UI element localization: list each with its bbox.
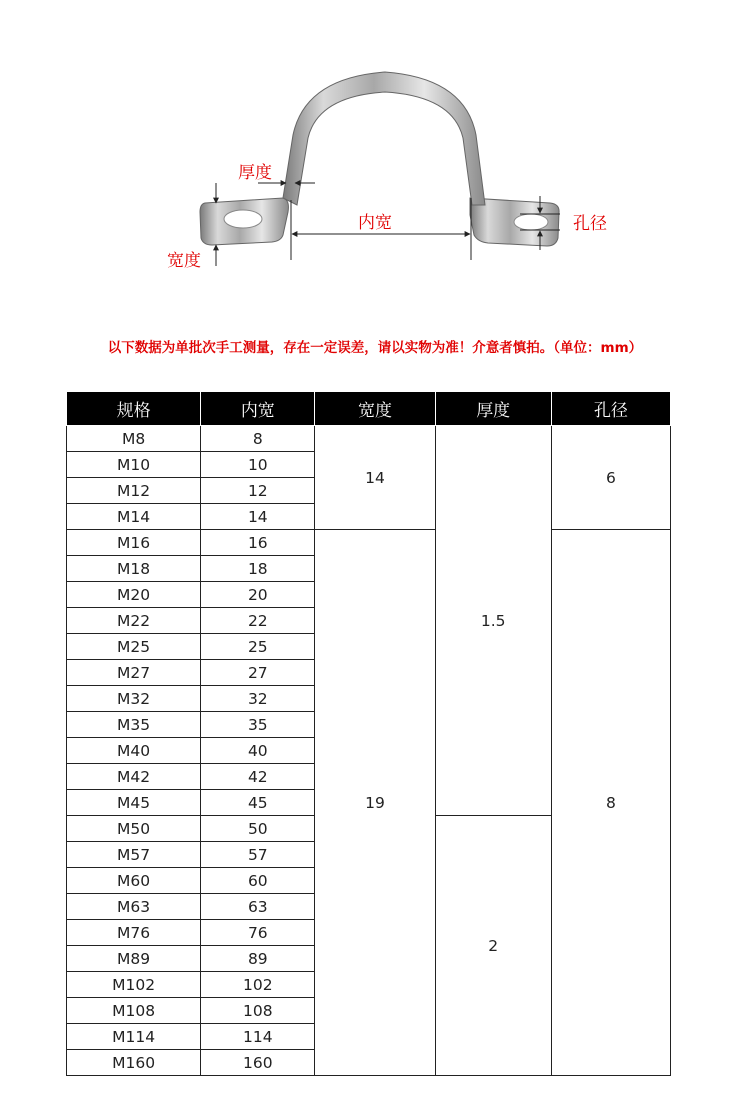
inner-width-cell: 25	[201, 634, 315, 660]
thickness-cell: 1.5	[435, 426, 551, 816]
spec-cell: M20	[67, 582, 201, 608]
spec-cell: M114	[67, 1024, 201, 1050]
spec-table-body	[67, 426, 671, 1076]
spec-cell: M50	[67, 816, 201, 842]
spec-cell: M108	[67, 998, 201, 1024]
inner-width-cell: 42	[201, 764, 315, 790]
inner-width-label: 内宽	[358, 213, 392, 233]
thickness-cell: 2	[435, 816, 551, 1076]
spec-cell: M45	[67, 790, 201, 816]
spec-cell: M18	[67, 556, 201, 582]
spec-cell: M60	[67, 868, 201, 894]
spec-cell: M27	[67, 660, 201, 686]
inner-width-cell: 114	[201, 1024, 315, 1050]
inner-width-cell: 18	[201, 556, 315, 582]
spec-cell: M10	[67, 452, 201, 478]
header-inner-width: 内宽	[201, 392, 315, 426]
spec-cell: M42	[67, 764, 201, 790]
spec-cell: M8	[67, 426, 201, 452]
thickness-label: 厚度	[238, 163, 272, 183]
spec-cell: M102	[67, 972, 201, 998]
inner-width-cell: 89	[201, 946, 315, 972]
inner-width-cell: 76	[201, 920, 315, 946]
spec-cell: M14	[67, 504, 201, 530]
table-row	[67, 426, 671, 452]
spec-cell: M16	[67, 530, 201, 556]
inner-width-cell: 12	[201, 478, 315, 504]
inner-width-cell: 27	[201, 660, 315, 686]
inner-width-cell: 16	[201, 530, 315, 556]
inner-width-cell: 160	[201, 1050, 315, 1076]
header-hole-diameter: 孔径	[551, 392, 670, 426]
width-cell: 14	[315, 426, 435, 530]
spec-cell: M57	[67, 842, 201, 868]
inner-width-cell: 60	[201, 868, 315, 894]
spec-cell: M160	[67, 1050, 201, 1076]
spec-cell: M63	[67, 894, 201, 920]
inner-width-cell: 57	[201, 842, 315, 868]
spec-cell: M22	[67, 608, 201, 634]
spec-cell: M32	[67, 686, 201, 712]
inner-width-cell: 63	[201, 894, 315, 920]
table-row	[67, 530, 671, 556]
inner-width-cell: 32	[201, 686, 315, 712]
table-header-row	[67, 392, 671, 426]
spec-cell: M12	[67, 478, 201, 504]
inner-width-cell: 14	[201, 504, 315, 530]
inner-width-cell: 22	[201, 608, 315, 634]
inner-width-cell: 10	[201, 452, 315, 478]
hole-label: 孔径	[573, 214, 607, 234]
inner-width-cell: 45	[201, 790, 315, 816]
inner-width-cell: 35	[201, 712, 315, 738]
header-thickness: 厚度	[435, 392, 551, 426]
spec-cell: M25	[67, 634, 201, 660]
hole-diameter-cell: 8	[551, 530, 670, 1076]
inner-width-cell: 50	[201, 816, 315, 842]
inner-width-cell: 40	[201, 738, 315, 764]
inner-width-cell: 20	[201, 582, 315, 608]
inner-width-cell: 102	[201, 972, 315, 998]
width-label: 宽度	[167, 251, 201, 271]
spec-cell: M35	[67, 712, 201, 738]
inner-width-cell: 8	[201, 426, 315, 452]
inner-width-cell: 108	[201, 998, 315, 1024]
measurement-notice: 以下数据为单批次手工测量，存在一定误差，请以实物为准！介意者慎拍。（单位：mm）	[107, 340, 643, 356]
hole-diameter-cell: 6	[551, 426, 670, 530]
header-width: 宽度	[315, 392, 435, 426]
width-cell: 19	[315, 530, 435, 1076]
spec-cell: M76	[67, 920, 201, 946]
clamp-diagram	[0, 0, 750, 310]
spec-cell: M40	[67, 738, 201, 764]
spec-cell: M89	[67, 946, 201, 972]
header-spec: 规格	[67, 392, 201, 426]
spec-table	[66, 391, 671, 1076]
